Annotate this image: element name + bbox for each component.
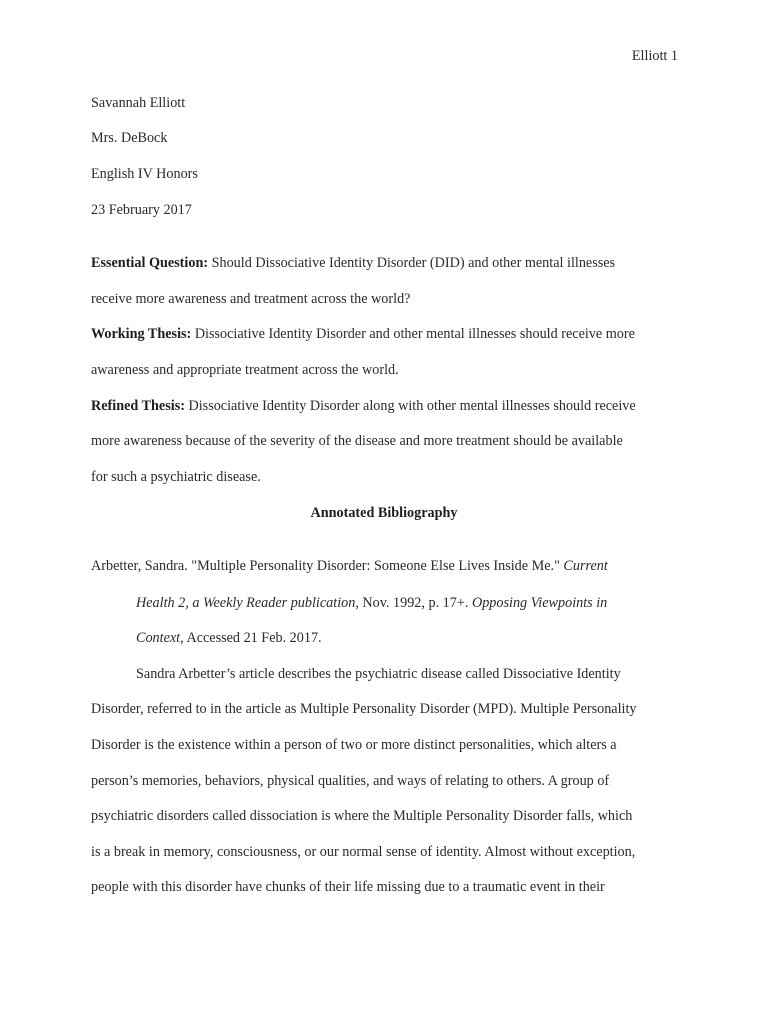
essential-question-line-1 bbox=[91, 254, 615, 272]
student-name: Savannah Elliott bbox=[91, 95, 186, 111]
essential-question-label: Essential Question: bbox=[91, 255, 209, 271]
teacher-name: Mrs. DeBock bbox=[91, 130, 168, 146]
citation-line-1 bbox=[91, 557, 608, 575]
annotation-line: is a break in memory, consciousness, or our normal sense of identity. Almost without exception, bbox=[91, 844, 636, 860]
refined-thesis-line-1 bbox=[91, 397, 636, 415]
citation-line-2 bbox=[136, 594, 607, 612]
citation-journal-start: Current bbox=[563, 558, 608, 574]
citation-journal-rest: Health 2, a Weekly Reader publication bbox=[136, 595, 356, 611]
working-thesis-line-1 bbox=[91, 325, 635, 343]
citation-line-3 bbox=[136, 629, 322, 647]
citation-author-title: Arbetter, Sandra. "Multiple Personality Disorder: Someone Else Lives Inside Me." bbox=[91, 558, 564, 574]
annotation-line: Disorder, referred to in the article as Multiple Personality Disorder (MPD). Multiple Personality bbox=[91, 701, 637, 717]
refined-thesis-line-3: for such a psychiatric disease. bbox=[91, 469, 261, 485]
citation-database-start: Opposing Viewpoints in bbox=[471, 595, 608, 611]
annotation-line: person’s memories, behaviors, physical qualities, and ways of relating to others. A group of bbox=[91, 773, 610, 789]
citation-accessed: , Accessed 21 Feb. 2017. bbox=[180, 630, 322, 646]
course-name: English IV Honors bbox=[91, 166, 198, 182]
working-thesis-label: Working Thesis: bbox=[91, 326, 192, 342]
essential-question-line-2: receive more awareness and treatment across the world? bbox=[91, 291, 411, 307]
citation-database-rest: Context bbox=[136, 630, 181, 646]
document-date: 23 February 2017 bbox=[91, 202, 192, 218]
bibliography-title: Annotated Bibliography bbox=[310, 505, 458, 521]
working-thesis-text-1: Dissociative Identity Disorder and other mental illnesses should receive more bbox=[191, 326, 635, 342]
page-header-number: Elliott 1 bbox=[631, 48, 678, 64]
annotation-line: Sandra Arbetter’s article describes the psychiatric disease called Dissociative Identity bbox=[136, 666, 621, 682]
refined-thesis-text-1: Dissociative Identity Disorder along with other mental illnesses should receive bbox=[184, 398, 636, 414]
working-thesis-line-2: awareness and appropriate treatment across the world. bbox=[91, 362, 399, 378]
annotation-line: people with this disorder have chunks of their life missing due to a traumatic event in their bbox=[91, 879, 605, 895]
citation-date-pages: , Nov. 1992, p. 17+. bbox=[355, 595, 472, 611]
annotation-line: psychiatric disorders called dissociation is where the Multiple Personality Disorder falls, which bbox=[91, 808, 633, 824]
refined-thesis-label: Refined Thesis: bbox=[91, 398, 185, 414]
essential-question-text-1: Should Dissociative Identity Disorder (DID) and other mental illnesses bbox=[208, 255, 616, 271]
refined-thesis-line-2: more awareness because of the severity of the disease and more treatment should be available bbox=[91, 433, 623, 449]
annotation-line: Disorder is the existence within a person of two or more distinct personalities, which alters a bbox=[91, 737, 617, 753]
